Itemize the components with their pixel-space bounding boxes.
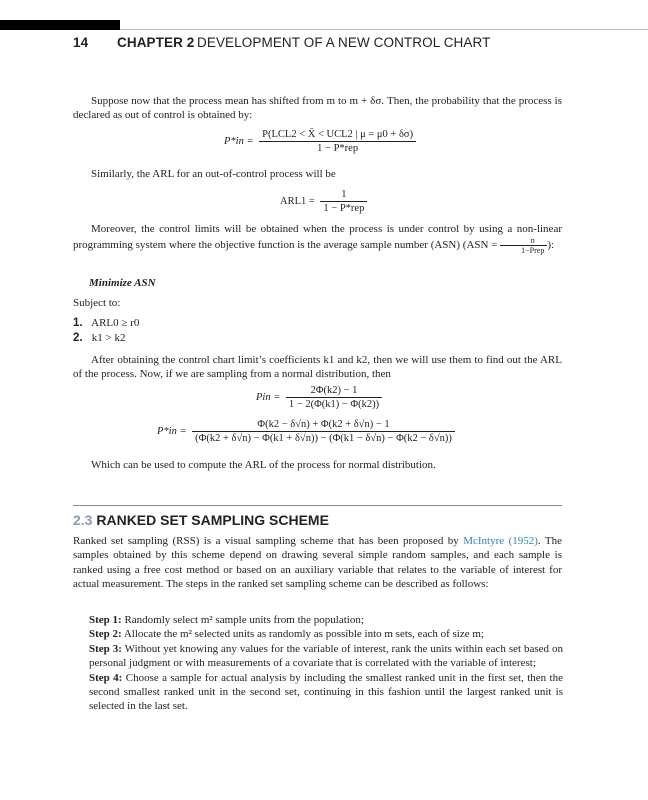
step-text: Without yet knowing any values for the variable of interest, rank the units within each set based on personal judgment or with measurements of a covariate that is correlated with the variable of interest; xyxy=(89,642,563,670)
equation-denominator: 1 − P*rep xyxy=(323,203,365,214)
section-heading xyxy=(73,512,329,528)
equation-lhs: P*in = xyxy=(157,426,187,437)
equation-numerator: 1 xyxy=(320,188,367,202)
equation-p-in-star-normal xyxy=(157,418,455,445)
equation-fraction xyxy=(259,128,416,155)
header-black-bar xyxy=(0,20,120,30)
paragraph-arl-intro: Similarly, the ARL for an out-of-control process will be xyxy=(91,168,336,180)
step-text: Allocate the m² selected units as randomly as possible into m sets, each of size m; xyxy=(123,628,484,641)
paragraph-text: Moreover, the control limits will be obtained when the process is under control by using a non-linear programming system where the objective function is the average sample number (ASN) (ASN = xyxy=(73,223,562,252)
step-item xyxy=(89,642,563,671)
constraint-text: ARL0 ≥ r0 xyxy=(91,317,140,329)
equation-arl1 xyxy=(280,188,367,215)
paragraph-conclusion: Which can be used to compute the ARL of the process for normal distribution. xyxy=(91,459,436,471)
asn-denominator: 1−Prep xyxy=(521,246,545,256)
step-text: Choose a sample for actual analysis by including the smallest ranked unit in the first set, then the second smallest ranked unit in the second set, continuing in this fashion until the largest ranked unit is selected in the last set. xyxy=(89,671,563,713)
paragraph-text-cont: . The samples obtained by this scheme depend on drawing several simple random samples, and each sample is ranked using a free cost method or based on an auxiliary variable that relates to the variable of interest for actual measurement. The steps in the ranked set sampling scheme can be described as follows: xyxy=(73,535,563,591)
paragraph-text: Ranked set sampling (RSS) is a visual sampling scheme that has been proposed by xyxy=(73,535,464,547)
paragraph-text-end: ): xyxy=(547,239,555,252)
paragraph-normal-sampling: After obtaining the control chart limit’s coefficients k1 and k2, then we will use them to find out the ARL of the process. Now, if we are sampling from a normal distribution, then xyxy=(73,354,562,381)
constraint-item xyxy=(73,317,139,329)
citation-link[interactable]: McIntyre (1952) xyxy=(463,535,538,547)
step-label: Step 3: xyxy=(89,642,122,655)
header-rule xyxy=(120,29,648,30)
minimize-objective: Minimize ASN xyxy=(89,277,156,289)
equation-lhs: ARL1 = xyxy=(280,196,315,207)
chapter-label: CHAPTER 2 xyxy=(117,35,195,50)
equation-numerator: Φ(k2 − δ√n) + Φ(k2 + δ√n) − 1 xyxy=(192,418,455,432)
steps-list xyxy=(89,613,563,714)
step-item xyxy=(89,627,563,641)
step-text: Randomly select m² sample units from the population; xyxy=(124,614,364,626)
equation-denominator: 1 − P*rep xyxy=(317,143,359,154)
equation-fraction xyxy=(192,418,455,445)
equation-fraction xyxy=(286,384,382,411)
paragraph-shift: Suppose now that the process mean has shifted from m to m + δσ. Then, the probability that the process is declared as out of control is obtained by: xyxy=(73,95,562,122)
constraint-text: k1 > k2 xyxy=(91,332,126,344)
equation-numerator: 2Φ(k2) − 1 xyxy=(286,384,382,398)
constraint-item xyxy=(73,332,125,344)
paragraph-control-limits xyxy=(73,222,562,255)
chapter-title: DEVELOPMENT OF A NEW CONTROL CHART xyxy=(197,35,491,50)
equation-fraction xyxy=(320,188,367,215)
asn-numerator: n xyxy=(500,236,547,246)
equation-lhs: P*in = xyxy=(224,136,254,147)
constraint-number: 2. xyxy=(73,332,83,344)
equation-lhs: Pin = xyxy=(256,392,281,403)
equation-p-in-star xyxy=(224,128,416,155)
step-item xyxy=(89,613,563,627)
equation-p-in xyxy=(256,384,382,411)
equation-denominator: (Φ(k2 + δ√n) − Φ(k1 + δ√n)) − (Φ(k1 − δ√n) − Φ(k2 − δ√n)) xyxy=(195,433,452,444)
step-item xyxy=(89,671,563,714)
step-label: Step 1: xyxy=(89,614,122,626)
section-title: RANKED SET SAMPLING SCHEME xyxy=(96,512,329,528)
step-label: Step 2: xyxy=(89,628,122,641)
step-label: Step 4: xyxy=(89,671,123,684)
equation-numerator: P(LCL2 < X̄ < UCL2 | μ = μ0 + δσ) xyxy=(259,128,416,142)
equation-denominator: 1 − 2(Φ(k1) − Φ(k2)) xyxy=(288,399,380,410)
subject-to-label: Subject to: xyxy=(73,297,121,309)
section-number: 2.3 xyxy=(73,512,93,528)
section-rule xyxy=(73,505,562,506)
page-number: 14 xyxy=(73,35,89,50)
asn-fraction xyxy=(500,236,547,255)
constraint-number: 1. xyxy=(73,317,83,329)
running-header xyxy=(73,35,593,55)
paragraph-rss-intro xyxy=(73,534,562,592)
